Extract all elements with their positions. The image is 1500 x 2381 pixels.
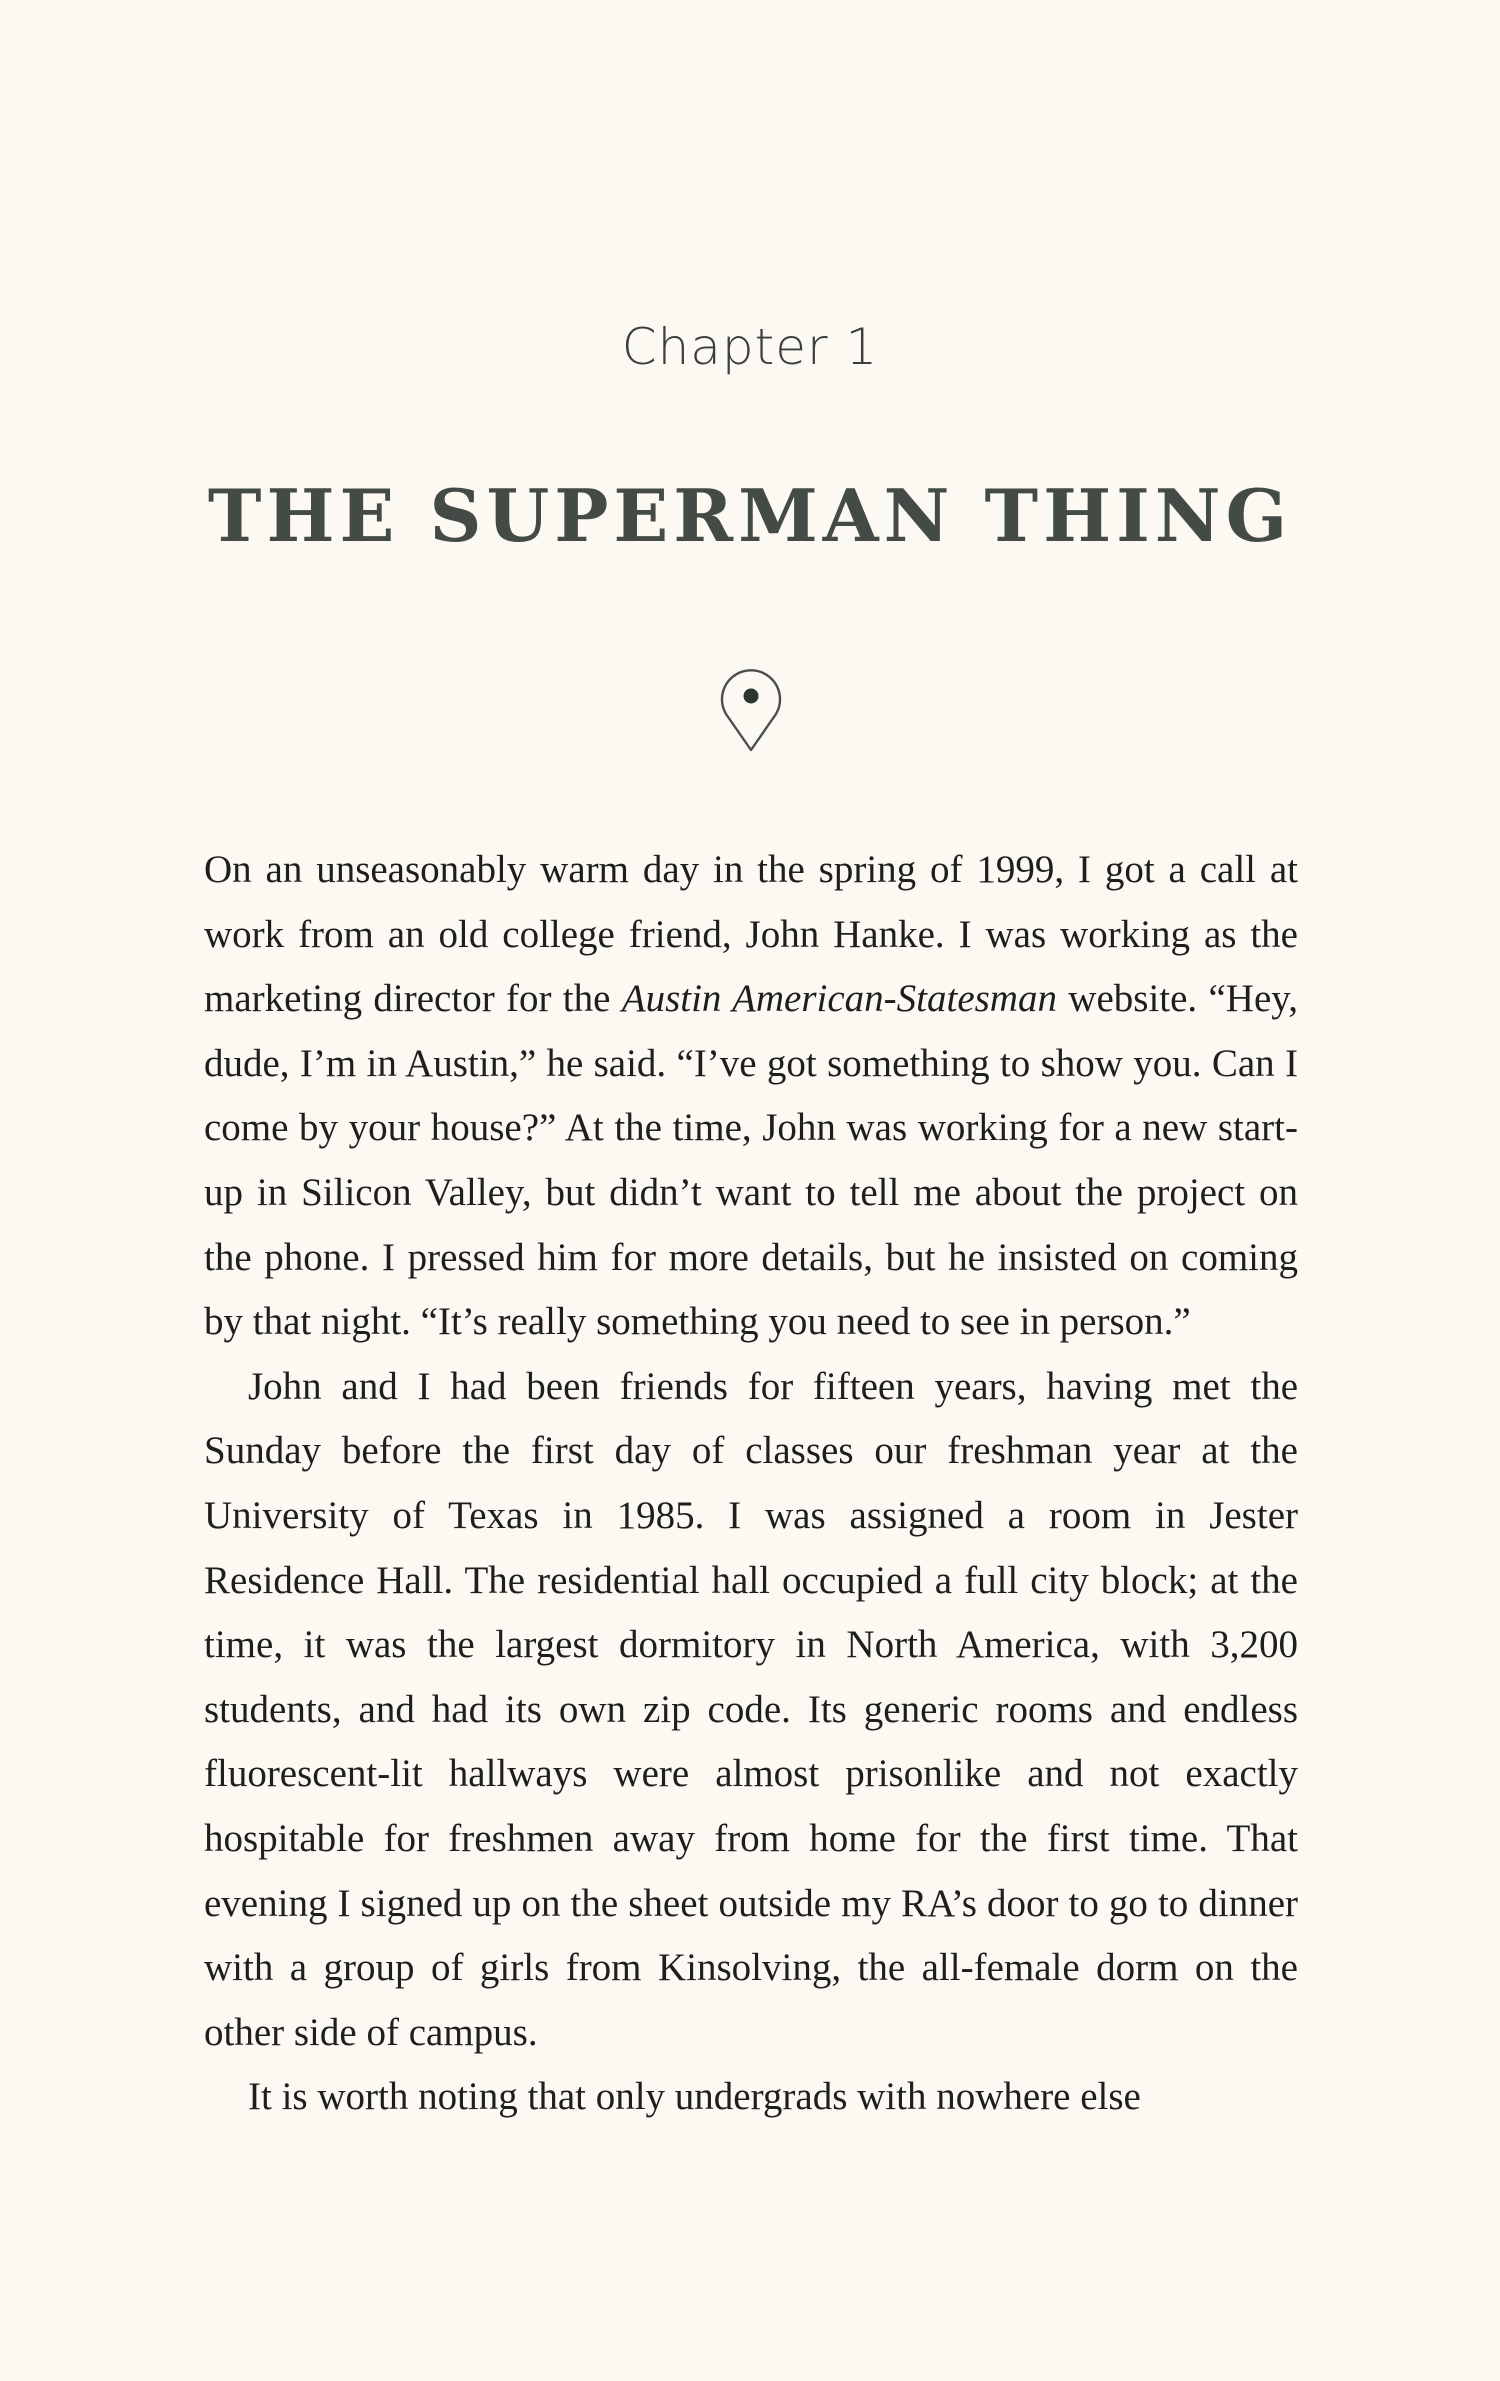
paragraph-1-text-end: website. “Hey, dude, I’m in Austin,” he said. “I’ve got something to show you. Can I come by your house?” At the time, John was working for a new start-up in Silicon Valley, but didn’t want to tell me about the project on the phone. I pressed him for more details, but he insisted on coming by that night. “It’s really something you need to see in person.” (204, 977, 1298, 1344)
map-pin-icon (716, 664, 786, 754)
body-text (204, 838, 1298, 2130)
chapter-label: Chapter 1 (621, 318, 879, 376)
chapter-title: THE SUPERMAN THING (207, 473, 1293, 558)
paragraph-1-text: On an unseasonably warm day in the spring of 1999, I got a call at work from an old college friend, John Hanke. I was working as the marketing director for the (204, 848, 1298, 1021)
publication-name: Austin American-Statesman (621, 977, 1057, 1021)
paragraph-1 (204, 838, 1298, 1355)
paragraph-3: It is worth noting that only undergrads with nowhere else (248, 2075, 1141, 2119)
paragraph-2: John and I had been friends for fifteen years, having met the Sunday before the first day of classes our freshman year at the University of Texas in 1985. I was assigned a room in Jester Residence Hall. The residential hall occupied a full city block; at the time, it was the largest dormitory in North America, with 3,200 students, and had its own zip code. Its generic rooms and endless fluorescent-lit hallways were almost prisonlike and not exactly hospitable for freshmen away from home for the first time. That evening I signed up on the sheet outside my RA’s door to go to dinner with a group of girls from Kinsolving, the all-female dorm on the other side of campus. (204, 1364, 1298, 2054)
